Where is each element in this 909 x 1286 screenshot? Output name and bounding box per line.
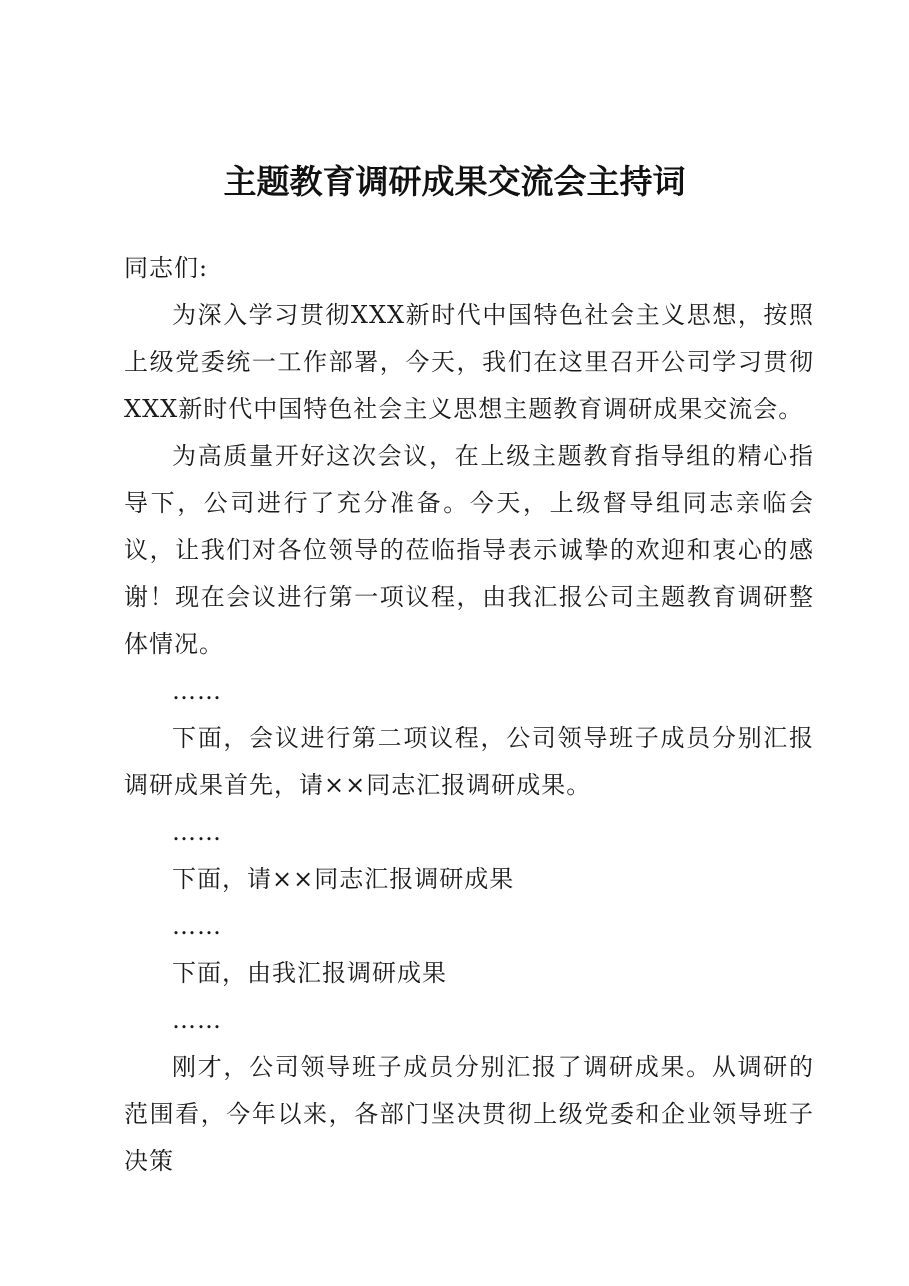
- document-title: 主题教育调研成果交流会主持词: [223, 162, 686, 201]
- paragraph-1: 为深入学习贯彻XXX新时代中国特色社会主义思想，按照上级党委统一工作部署，今天，我们在这里召开公司学习贯彻XXX新时代中国特色社会主义思想主题教育调研成果交流会。: [124, 301, 814, 423]
- paragraph-2: 为高质量开好这次会议，在上级主题教育指导组的精心指导下，公司进行了充分准备。今天，上级督导组同志亲临会议，让我们对各位领导的莅临指导表示诚挚的欢迎和衷心的感谢！现在会议进行第一项议程，由我汇报公司主题教育调研整体情况。: [124, 442, 814, 658]
- ellipsis-1: ……: [172, 677, 222, 705]
- ellipsis-3: ……: [172, 912, 222, 940]
- paragraph-3: 下面，会议进行第二项议程，公司领导班子成员分别汇报调研成果首先，请××同志汇报调研成果。: [124, 724, 814, 799]
- ellipsis-2: ……: [172, 818, 222, 846]
- paragraph-6: 刚才，公司领导班子成员分别汇报了调研成果。从调研的范围看，今年以来，各部门坚决贯彻上级党委和企业领导班子决策: [124, 1053, 814, 1175]
- paragraph-5: 下面，由我汇报调研成果: [172, 959, 447, 987]
- paragraph-4: 下面，请××同志汇报调研成果: [172, 865, 515, 893]
- ellipsis-4: ……: [172, 1006, 222, 1034]
- salutation: 同志们:: [124, 254, 209, 282]
- document-body: [124, 245, 814, 1185]
